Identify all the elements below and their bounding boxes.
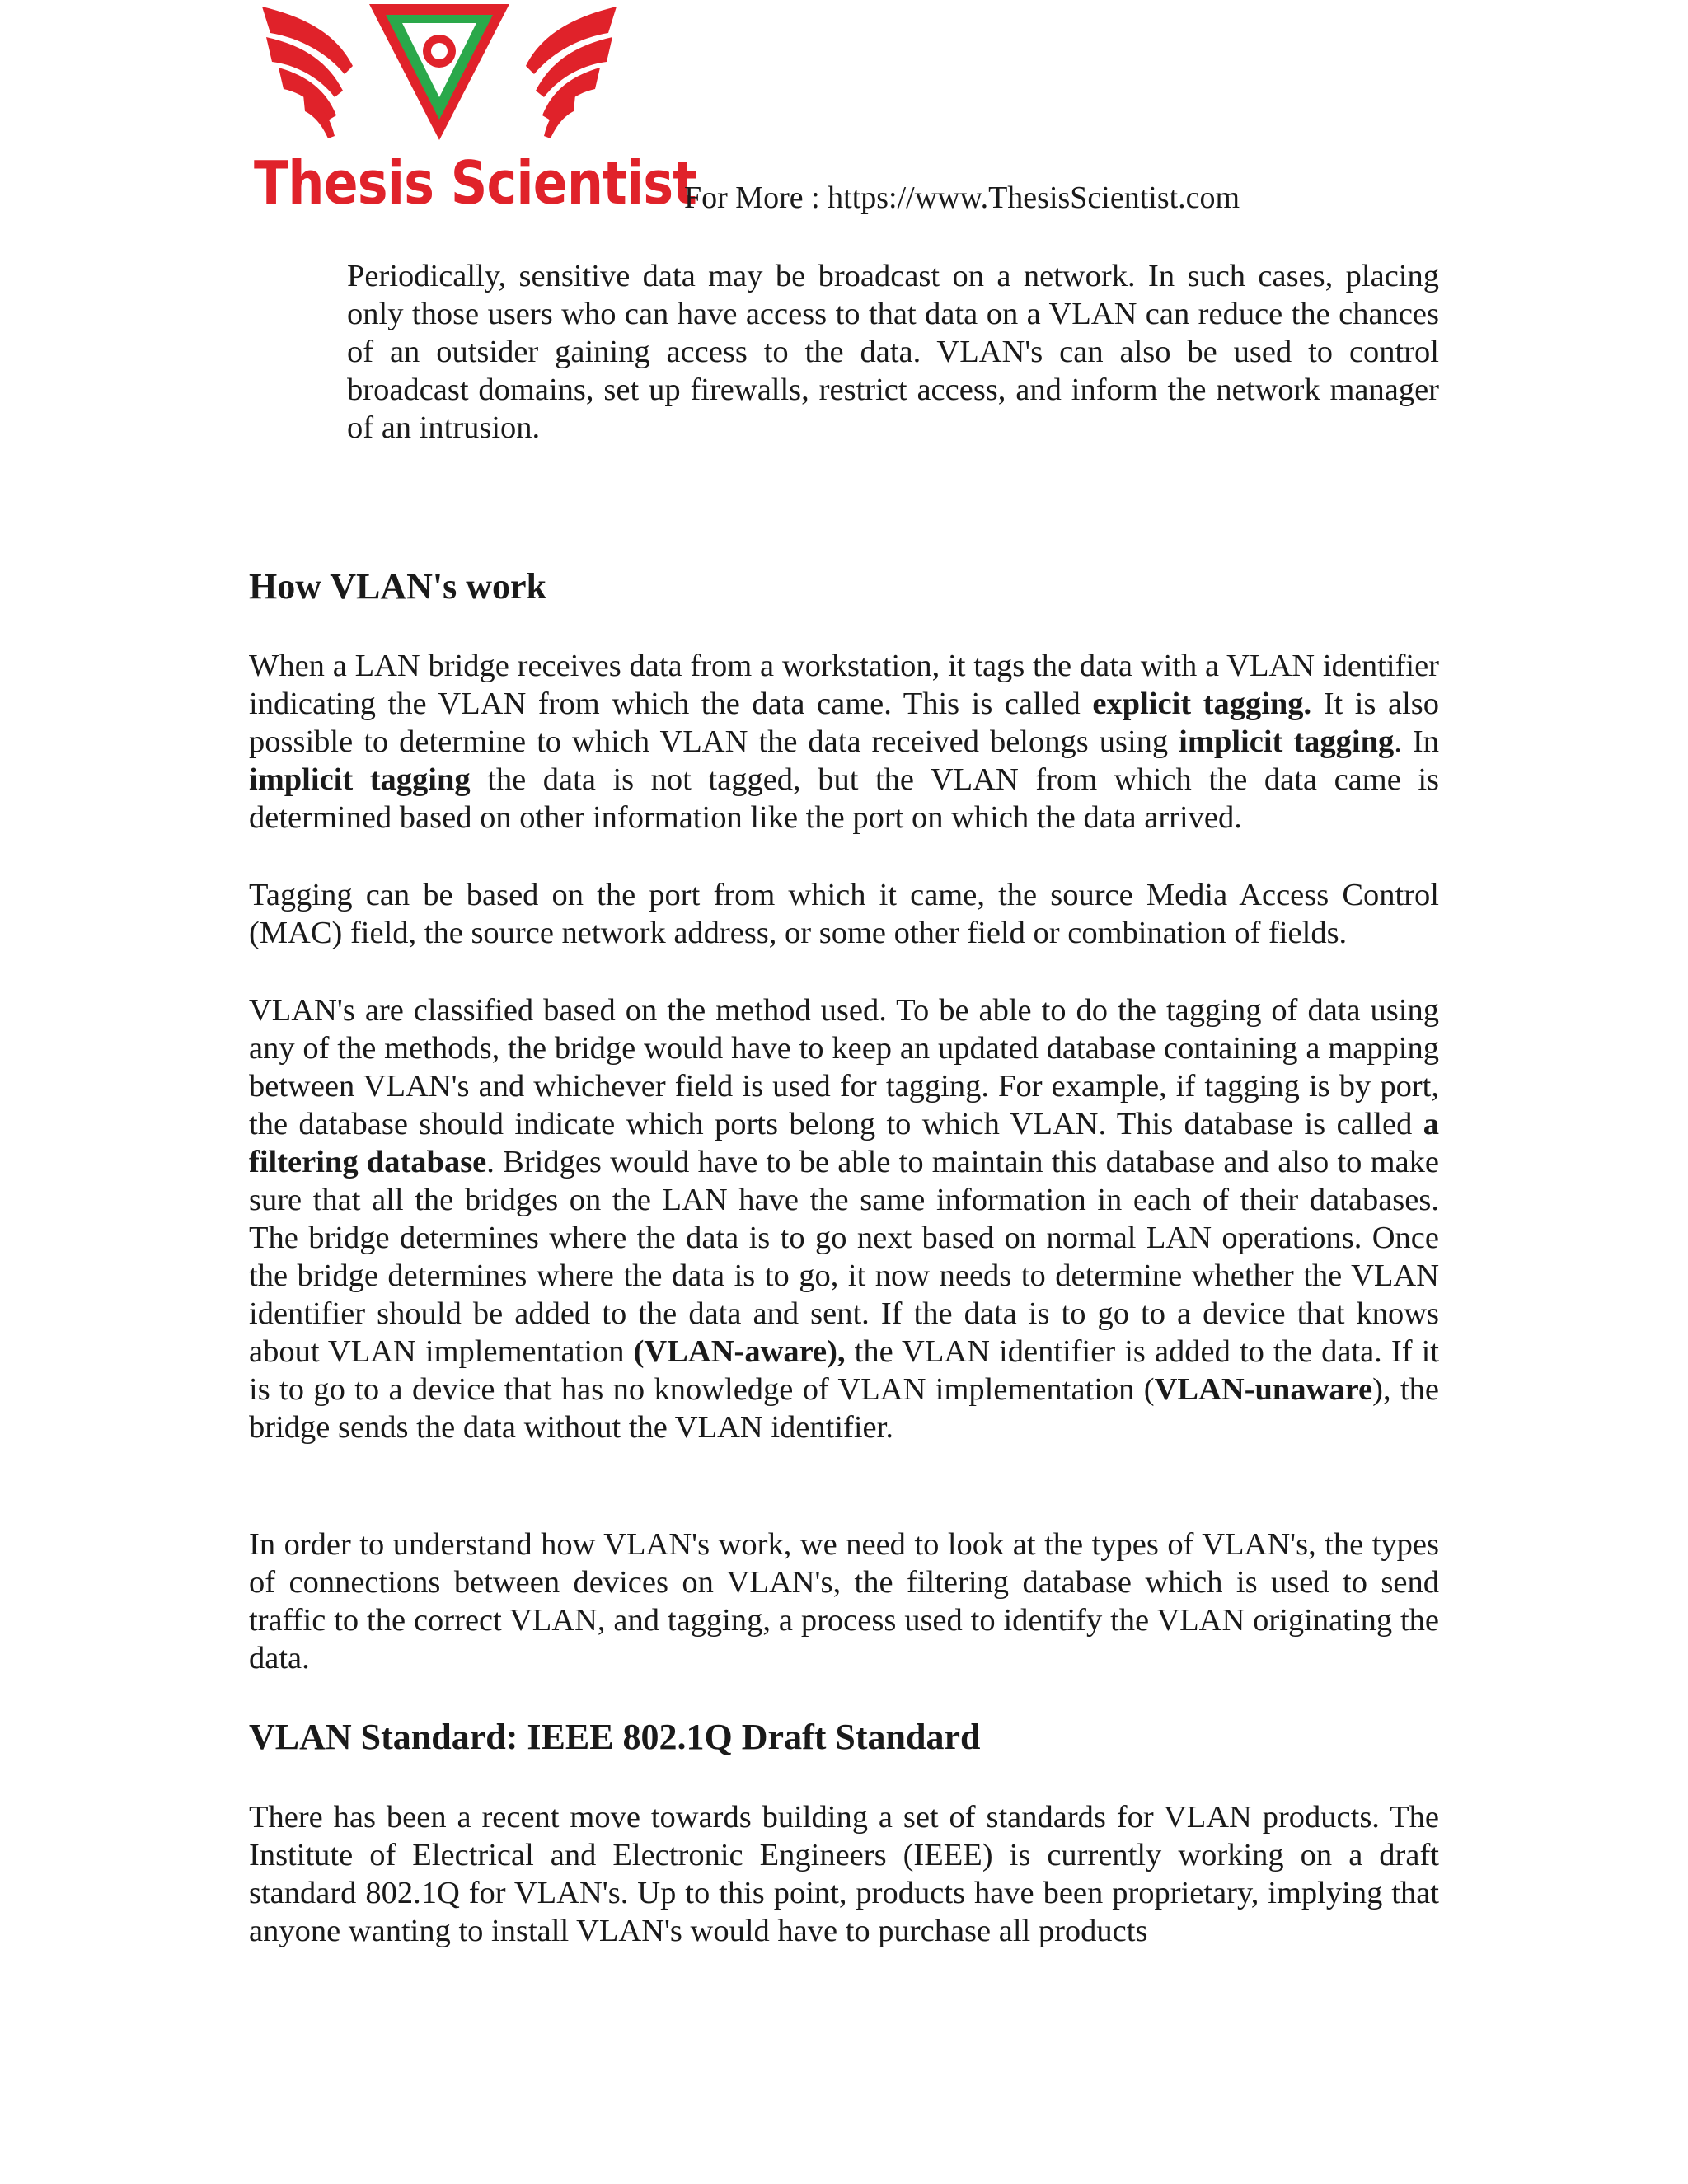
text-run: . Bridges would have to be able to maintain this database and also to make sure that all the bridges on the LAN have the same information in each of their databases. The bridge determines where the data is to go next based on normal LAN operations. Once the bridge determines where the data is to go, it now needs to determine whether the VLAN identifier should be added to the data and sent. If the data is to go to a device that knows about VLAN implementation — [249, 1145, 1440, 1369]
text-run: It is also possible to determine to which VLAN the data received belongs using — [249, 687, 1439, 759]
text-run: ), the bridge sends the data without the VLAN identifier. — [249, 1372, 1439, 1445]
bold-term: explicit tagging. — [1092, 687, 1312, 721]
paragraph-explicit-tagging — [249, 647, 1439, 837]
section-heading-vlan-standard: VLAN Standard: IEEE 802.1Q Draft Standard — [249, 1717, 981, 1757]
bold-term: (VLAN-aware), — [633, 1334, 846, 1369]
text-run: When a LAN bridge receives data from a workstation, it tags the data with a VLAN identifier indicating the VLAN from which the data came. This is called — [249, 649, 1439, 721]
paragraph-filtering-database — [249, 991, 1439, 1446]
text-run: . In — [1394, 724, 1440, 759]
paragraph-understanding-vlans: In order to understand how VLAN's work, we need to look at the types of VLAN's, the types of connections between devices on VLAN's, the filtering database which is used to send traffic to the correct VLAN, and tagging, a process used to identify the VLAN originating the data. — [249, 1527, 1439, 1675]
intro-paragraph: Periodically, sensitive data may be broadcast on a network. In such cases, placing only those users who can have access to that data on a VLAN can reduce the chances of an outsider gaining access to the data. VLAN's can also be used to control broadcast domains, set up firewalls, restrict access, and inform the network manager of an intrusion. — [347, 259, 1439, 445]
text-run: the data is not tagged, but the VLAN from which the data came is determined based on other information like the port on which the data arrived. — [249, 762, 1440, 835]
logo-text: Thesis Scientist — [254, 148, 696, 218]
bold-term: implicit tagging — [249, 762, 471, 797]
thesis-scientist-logo — [246, 0, 696, 223]
bold-term: a filtering database — [249, 1107, 1439, 1179]
paragraph-ieee-standard: There has been a recent move towards building a set of standards for VLAN products. The Institute of Electrical and Electronic Engineers (IEEE) is currently working on a draft standard 802.1Q for VLAN's. Up to this point, products have been proprietary, implying that anyone wanting to install VLAN's would have to purchase all products — [249, 1800, 1439, 1948]
winged-v-emblem-icon — [246, 0, 633, 157]
bold-term: implicit tagging — [1179, 724, 1395, 759]
paragraph-tagging-basis: Tagging can be based on the port from which it came, the source Media Access Control (MAC) field, the source network address, or some other field or combination of fields. — [249, 878, 1439, 950]
bold-term: VLAN-unaware — [1154, 1372, 1373, 1407]
website-link[interactable]: For More : https://www.ThesisScientist.com — [684, 180, 1240, 215]
section-heading-how-vlans-work: How VLAN's work — [249, 566, 547, 607]
text-run: the VLAN identifier is added to the data. If it is to go to a device that has no knowledge of VLAN implementation ( — [249, 1334, 1439, 1407]
text-run: VLAN's are classified based on the method used. To be able to do the tagging of data using any of the methods, the bridge would have to keep an updated database containing a mapping between VLAN's and whichever field is used for tagging. For example, if tagging is by port, the database should indicate which ports belong to which VLAN. This database is called — [249, 993, 1439, 1141]
